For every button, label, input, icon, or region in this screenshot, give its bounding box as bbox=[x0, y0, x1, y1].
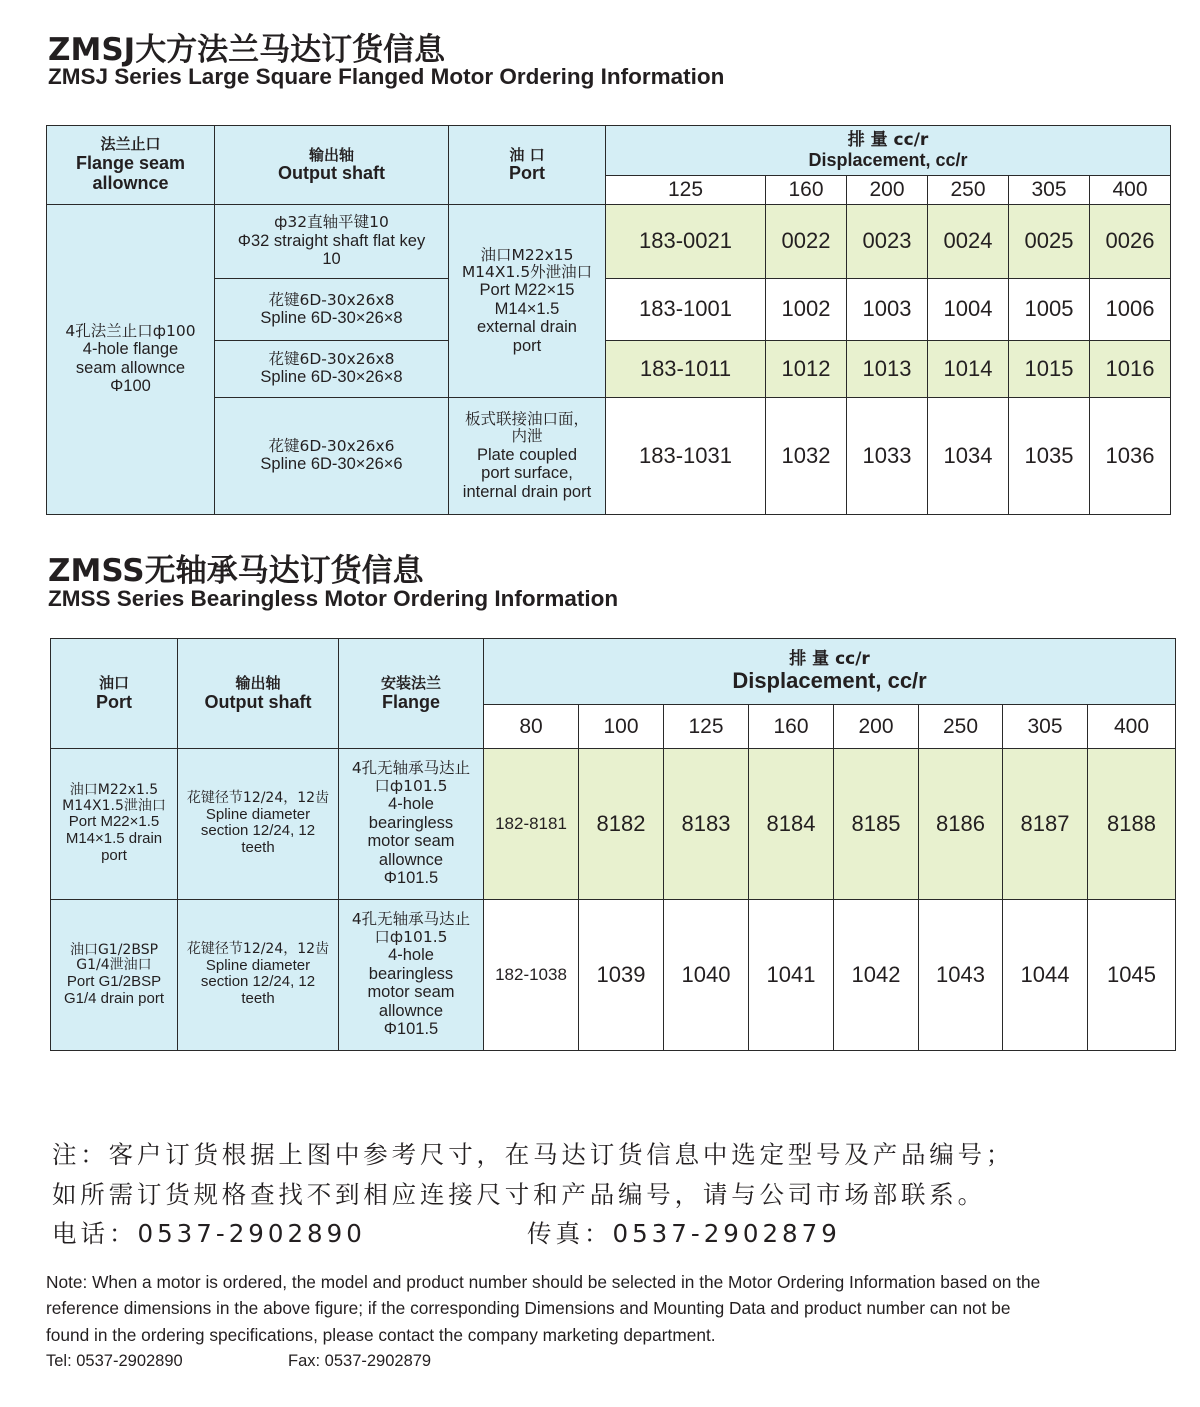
header-displacement: 排 量 cc/r Displacement, cc/r bbox=[606, 126, 1171, 176]
header-output-shaft: 输出轴 Output shaft bbox=[178, 639, 339, 749]
header-port: 油口 Port bbox=[51, 639, 178, 749]
displacement-value: 250 bbox=[928, 176, 1009, 205]
note-zh-line-2: 如所需订货规格查找不到相应连接尺寸和产品编号，请与公司市场部联系。 bbox=[52, 1180, 986, 1209]
product-code: 1042 bbox=[834, 900, 919, 1051]
product-code: 1012 bbox=[766, 341, 847, 398]
displacement-value: 125 bbox=[664, 705, 749, 749]
displacement-value: 100 bbox=[579, 705, 664, 749]
note-en-line-2: reference dimensions in the above figure; if the corresponding Dimensions and Mounting Data and product number can not be bbox=[46, 1298, 1011, 1318]
displacement-value: 250 bbox=[919, 705, 1003, 749]
shaft-cell: 花键径节12/24，12齿 Spline diameter section 12/24, 12 teeth bbox=[178, 749, 339, 900]
port-cell: 油口M22x1.5 M14X1.5泄油口 Port M22×1.5 M14×1.5 drain port bbox=[51, 749, 178, 900]
product-code: 0025 bbox=[1009, 205, 1090, 279]
product-code: 183-1011 bbox=[606, 341, 766, 398]
note-en-line-1: Note: When a motor is ordered, the model and product number should be selected in the Motor Ordering Information based on the bbox=[46, 1272, 1041, 1292]
product-code: 1016 bbox=[1090, 341, 1171, 398]
displacement-value: 160 bbox=[749, 705, 834, 749]
header-flange: 法兰止口 Flange seam allownce bbox=[47, 126, 215, 205]
product-code: 1033 bbox=[847, 398, 928, 515]
shaft-cell: 花键6D-30x26x8 Spline 6D-30×26×8 bbox=[215, 279, 449, 341]
displacement-value: 305 bbox=[1009, 176, 1090, 205]
product-code: 1040 bbox=[664, 900, 749, 1051]
product-code: 183-1031 bbox=[606, 398, 766, 515]
product-code: 1032 bbox=[766, 398, 847, 515]
note-en-line-3: found in the ordering specifications, please contact the company marketing department. bbox=[46, 1325, 716, 1345]
port-cell: 油口M22x15 M14X1.5外泄油口 Port M22×15 M14×1.5 external drain port bbox=[449, 205, 606, 398]
fax-zh: 传真：0537-2902879 bbox=[527, 1219, 841, 1248]
displacement-value: 200 bbox=[834, 705, 919, 749]
product-code: 1006 bbox=[1090, 279, 1171, 341]
product-code: 182-1038 bbox=[484, 900, 579, 1051]
header-port: 油 口 Port bbox=[449, 126, 606, 205]
product-code: 183-0021 bbox=[606, 205, 766, 279]
shaft-cell: ф32直轴平键10 Φ32 straight shaft flat key 10 bbox=[215, 205, 449, 279]
product-code: 8188 bbox=[1088, 749, 1176, 900]
displacement-value: 305 bbox=[1003, 705, 1088, 749]
section1-title-en: ZMSJ Series Large Square Flanged Motor Ordering Information bbox=[48, 64, 725, 89]
product-code: 183-1001 bbox=[606, 279, 766, 341]
note-zh-line-1: 注：客户订货根据上图中参考尺寸，在马达订货信息中选定型号及产品编号； bbox=[52, 1140, 1015, 1169]
flange-cell: 4孔无轴承马达止 口ф101.5 4-hole bearingless motor seam allownce Φ101.5 bbox=[339, 900, 484, 1051]
section1-title-zh: ZMSJ大方法兰马达订货信息 bbox=[48, 32, 446, 68]
flange-cell: 4孔无轴承马达止 口ф101.5 4-hole bearingless motor seam allownce Φ101.5 bbox=[339, 749, 484, 900]
displacement-value: 400 bbox=[1088, 705, 1176, 749]
product-code: 1003 bbox=[847, 279, 928, 341]
product-code: 8186 bbox=[919, 749, 1003, 900]
displacement-value: 160 bbox=[766, 176, 847, 205]
product-code: 8185 bbox=[834, 749, 919, 900]
displacement-value: 200 bbox=[847, 176, 928, 205]
zmsj-ordering-table bbox=[46, 125, 1171, 515]
product-code: 0022 bbox=[766, 205, 847, 279]
product-code: 1002 bbox=[766, 279, 847, 341]
product-code: 1043 bbox=[919, 900, 1003, 1051]
product-code: 1013 bbox=[847, 341, 928, 398]
shaft-cell: 花键径节12/24，12齿 Spline diameter section 12/24, 12 teeth bbox=[178, 900, 339, 1051]
product-code: 8187 bbox=[1003, 749, 1088, 900]
product-code: 0023 bbox=[847, 205, 928, 279]
shaft-cell: 花键6D-30x26x8 Spline 6D-30×26×8 bbox=[215, 341, 449, 398]
product-code: 1036 bbox=[1090, 398, 1171, 515]
shaft-cell: 花键6D-30x26x6 Spline 6D-30×26×6 bbox=[215, 398, 449, 515]
product-code: 1014 bbox=[928, 341, 1009, 398]
flange-cell: 4孔法兰止口ф100 4-hole flange seam allownce Φ100 bbox=[47, 205, 215, 515]
product-code: 1041 bbox=[749, 900, 834, 1051]
section2-title-en: ZMSS Series Bearingless Motor Ordering Information bbox=[48, 586, 619, 611]
product-code: 1045 bbox=[1088, 900, 1176, 1051]
header-output-shaft: 输出轴 Output shaft bbox=[215, 126, 449, 205]
tel-zh: 电话：0537-2902890 bbox=[52, 1219, 366, 1248]
header-displacement: 排 量 cc/r Displacement, cc/r bbox=[484, 639, 1176, 705]
port-cell: 板式联接油口面， 内泄 Plate coupled port surface, internal drain port bbox=[449, 398, 606, 515]
header-flange: 安装法兰 Flange bbox=[339, 639, 484, 749]
product-code: 1035 bbox=[1009, 398, 1090, 515]
displacement-value: 400 bbox=[1090, 176, 1171, 205]
displacement-value: 80 bbox=[484, 705, 579, 749]
product-code: 1039 bbox=[579, 900, 664, 1051]
zmss-ordering-table bbox=[50, 638, 1176, 1051]
product-code: 0026 bbox=[1090, 205, 1171, 279]
product-code: 1044 bbox=[1003, 900, 1088, 1051]
product-code: 182-8181 bbox=[484, 749, 579, 900]
product-code: 1015 bbox=[1009, 341, 1090, 398]
displacement-value: 125 bbox=[606, 176, 766, 205]
port-cell: 油口G1/2BSP G1/4泄油口 Port G1/2BSP G1/4 drain port bbox=[51, 900, 178, 1051]
fax-en: Fax: 0537-2902879 bbox=[288, 1352, 432, 1370]
product-code: 1005 bbox=[1009, 279, 1090, 341]
product-code: 8184 bbox=[749, 749, 834, 900]
product-code: 1034 bbox=[928, 398, 1009, 515]
section2-title-zh: ZMSS无轴承马达订货信息 bbox=[48, 553, 424, 589]
tel-en: Tel: 0537-2902890 bbox=[46, 1352, 183, 1370]
product-code: 0024 bbox=[928, 205, 1009, 279]
product-code: 1004 bbox=[928, 279, 1009, 341]
product-code: 8183 bbox=[664, 749, 749, 900]
product-code: 8182 bbox=[579, 749, 664, 900]
